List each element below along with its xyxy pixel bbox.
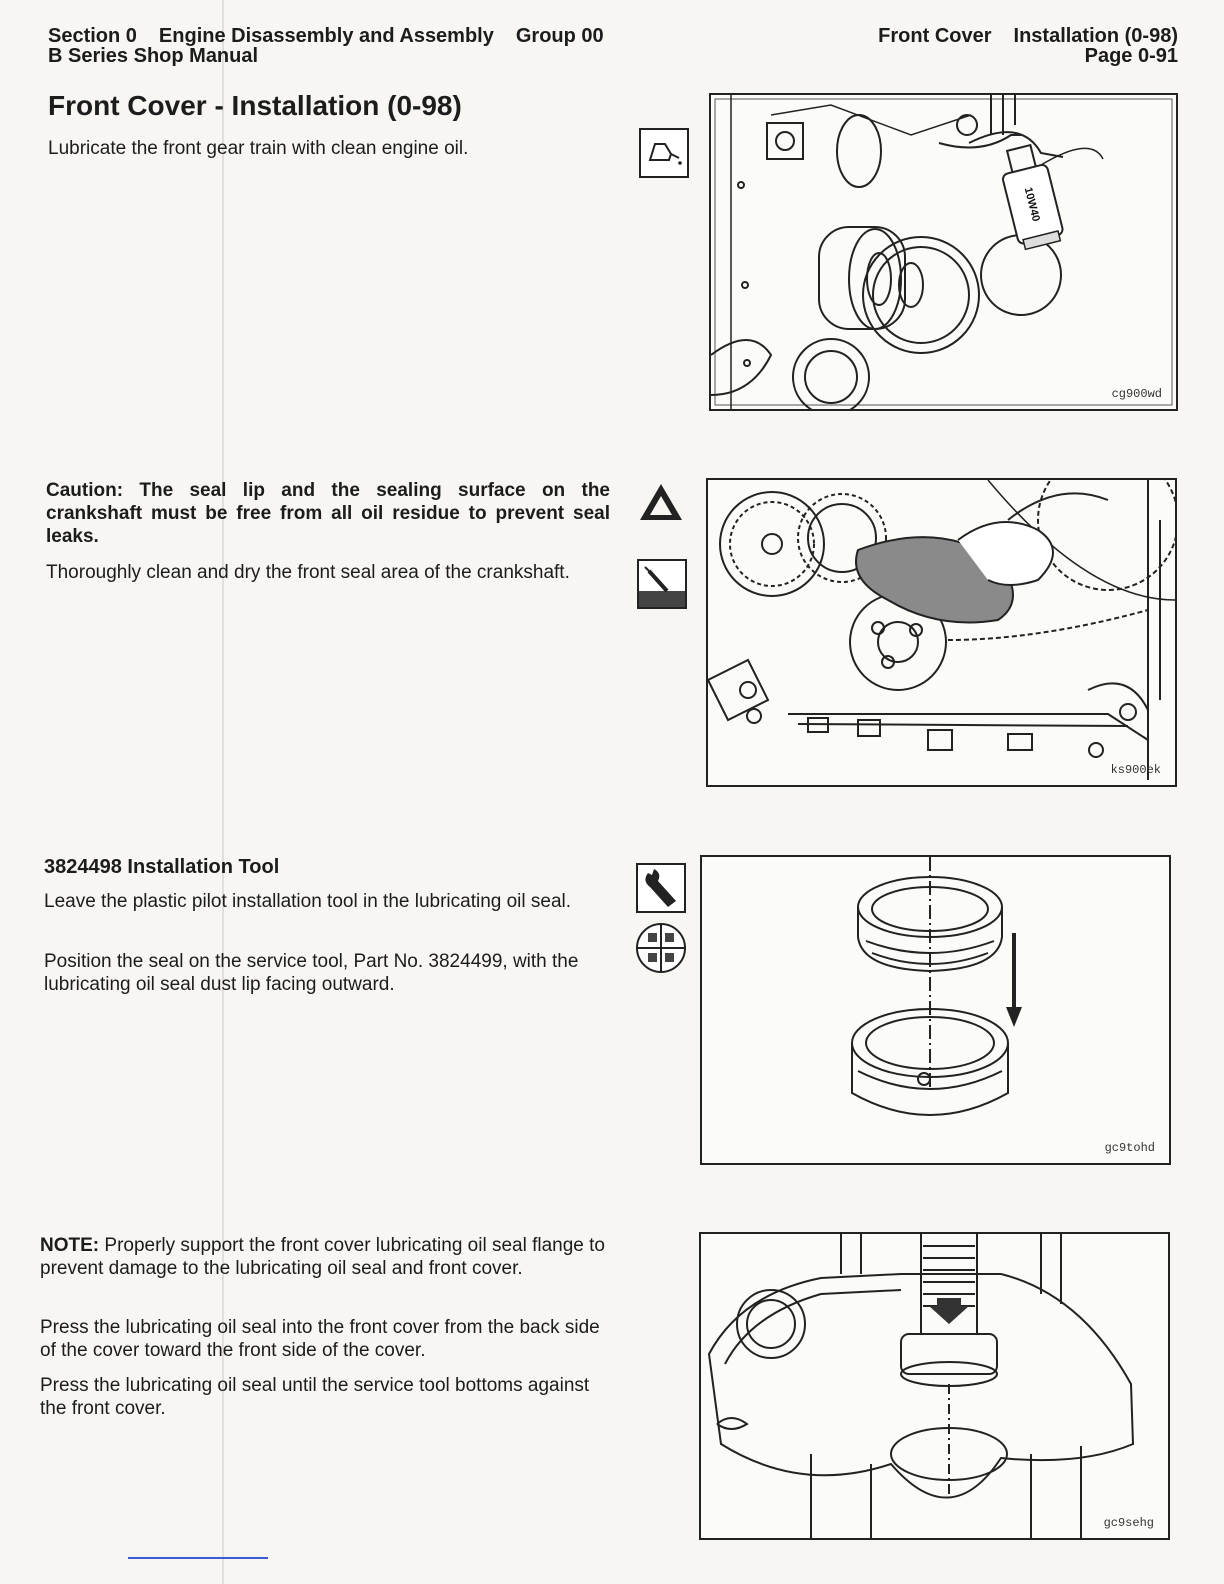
figure-label-gc9tohd: gc9tohd bbox=[1104, 1141, 1155, 1155]
header-right-line1 bbox=[878, 26, 1178, 46]
oil-bottle-label: 10W40 bbox=[1021, 186, 1042, 223]
step4-text1: Press the lubricating oil seal into the front cover from the back side of the cover toward the front side of the cover. bbox=[40, 1317, 600, 1361]
tool-kit-icon bbox=[634, 921, 688, 975]
step4-text2: Press the lubricating oil seal until the service tool bottoms against the front cover. bbox=[40, 1375, 590, 1419]
header-topic: Front Cover bbox=[878, 25, 992, 47]
warning-triangle-icon bbox=[637, 481, 685, 523]
figure-label-ks900ek: ks900ek bbox=[1110, 763, 1161, 777]
step2-text: Thoroughly clean and dry the front seal area of the crankshaft. bbox=[46, 562, 570, 583]
header-section: Section 0 bbox=[48, 25, 137, 47]
tool-heading: 3824498 Installation Tool bbox=[44, 856, 280, 878]
oil-can-icon bbox=[639, 128, 689, 178]
header-group: Group 00 bbox=[515, 25, 604, 47]
wrench-icon bbox=[636, 863, 686, 913]
note-block bbox=[40, 1234, 606, 1280]
header-page-number: Page 0-91 bbox=[1084, 45, 1178, 67]
figure-label-cg900wd: cg900wd bbox=[1111, 387, 1162, 401]
header-left-line1 bbox=[48, 26, 626, 46]
note-label: NOTE: bbox=[40, 1235, 100, 1256]
figure-press-seal bbox=[699, 1232, 1170, 1540]
caution-text: Caution: The seal lip and the sealing surface on the crankshaft must be free from all oil residue to prevent seal leaks. bbox=[46, 480, 610, 547]
header-procedure: Installation (0-98) bbox=[1013, 25, 1178, 47]
figure-label-gc9sehg: gc9sehg bbox=[1103, 1516, 1154, 1530]
step3-text2: Position the seal on the service tool, Part No. 3824499, with the lubricating oil seal dust lip facing outward. bbox=[44, 951, 579, 995]
figure-gear-train-oil bbox=[709, 93, 1178, 411]
figure-clean-crankshaft bbox=[706, 478, 1177, 787]
footer-rule bbox=[128, 1557, 268, 1559]
header-manual-name: B Series Shop Manual bbox=[48, 45, 259, 67]
step1-text: Lubricate the front gear train with clean engine oil. bbox=[48, 138, 469, 159]
clean-icon bbox=[637, 559, 687, 609]
figure-seal-on-tool bbox=[700, 855, 1171, 1165]
step3-text1: Leave the plastic pilot installation tool in the lubricating oil seal. bbox=[44, 891, 572, 912]
page-title: Front Cover - Installation (0-98) bbox=[48, 90, 462, 121]
header-section-title: Engine Disassembly and Assembly bbox=[158, 25, 494, 47]
note-text: Properly support the front cover lubricating oil seal flange to prevent damage to the lubricating oil seal and front cover. bbox=[40, 1235, 605, 1279]
